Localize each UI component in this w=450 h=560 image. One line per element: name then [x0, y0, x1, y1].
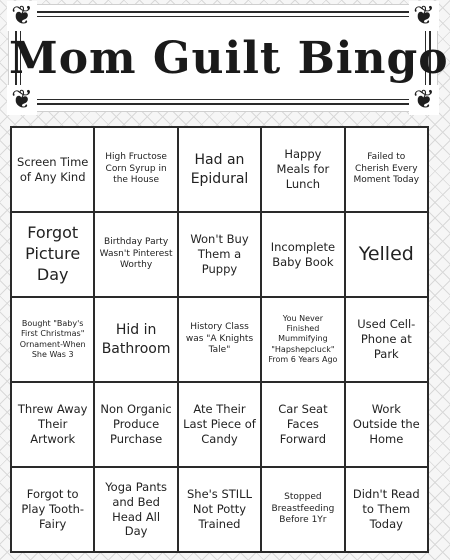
bingo-square[interactable]: [12, 213, 93, 296]
bingo-square-label: Failed to Cherish Every Moment Today: [353, 151, 420, 186]
bingo-square[interactable]: [346, 298, 427, 381]
scroll-flourish-icon: ❦: [7, 1, 37, 31]
bingo-square-label: Used Cell-Phone at Park: [357, 317, 416, 361]
bingo-square[interactable]: [12, 468, 93, 551]
bingo-square-label: Happy Meals for Lunch: [276, 147, 330, 191]
bingo-square[interactable]: [95, 383, 176, 466]
bingo-square-label: Won't Buy Them a Puppy: [190, 232, 249, 276]
bingo-square-label: Stopped Breastfeeding Before 1Yr: [271, 491, 335, 526]
bingo-square-label: Work Outside the Home: [352, 402, 420, 446]
bingo-square-label: Non Organic Produce Purchase: [100, 402, 172, 446]
bingo-square-label: Yoga Pants and Bed Head All Day: [105, 479, 167, 539]
bingo-square[interactable]: [95, 468, 176, 551]
bingo-square[interactable]: [12, 383, 93, 466]
bingo-square[interactable]: [262, 213, 343, 296]
bingo-square-label: Screen Time of Any Kind: [17, 154, 89, 184]
bingo-square-label: Forgot Picture Day: [25, 223, 81, 284]
bingo-square-label: Ate Their Last Piece of Candy: [183, 402, 256, 446]
bingo-square-label: High Fructose Corn Syrup in the House: [105, 151, 167, 186]
bingo-square-label: Threw Away Their Artwork: [17, 402, 88, 446]
bingo-square[interactable]: [262, 128, 343, 211]
bingo-square-label: Bought "Baby's First Christmas" Ornament-When She Was 3: [19, 318, 86, 359]
bingo-square-label: Birthday Party Wasn't Pinterest Worthy: [99, 236, 173, 271]
bingo-square[interactable]: [179, 468, 260, 551]
scroll-flourish-icon: ❦: [409, 1, 439, 31]
bingo-square[interactable]: [346, 383, 427, 466]
bingo-square-label: Forgot to Play Tooth-Fairy: [21, 487, 85, 531]
bingo-square-label: Yelled: [358, 243, 414, 266]
bingo-square[interactable]: [95, 213, 176, 296]
bingo-square[interactable]: [179, 383, 260, 466]
scroll-flourish-icon: ❦: [7, 85, 37, 115]
bingo-square[interactable]: [346, 128, 427, 211]
bingo-square[interactable]: [12, 298, 93, 381]
bingo-square-label: Hid in Bathroom: [101, 322, 171, 357]
bingo-square-label: Car Seat Faces Forward: [278, 402, 328, 446]
bingo-square[interactable]: [179, 298, 260, 381]
bingo-square[interactable]: [95, 128, 176, 211]
page-title: Mom Guilt Bingo: [9, 33, 449, 84]
bingo-square-label: You Never Finished Mummifying "Hapshepcluck" From 6 Years Ago: [268, 313, 338, 365]
bingo-square[interactable]: [346, 468, 427, 551]
bingo-square[interactable]: [262, 298, 343, 381]
bingo-grid: [10, 126, 429, 553]
bingo-square[interactable]: [95, 298, 176, 381]
bingo-square[interactable]: [12, 128, 93, 211]
bingo-square[interactable]: [262, 383, 343, 466]
bingo-square-label: History Class was "A Knights Tale": [185, 321, 254, 356]
bingo-square-label: She's STILL Not Potty Trained: [186, 487, 252, 531]
bingo-square-label: Incomplete Baby Book: [270, 239, 336, 269]
bingo-square[interactable]: [346, 213, 427, 296]
bingo-square-label: Didn't Read to Them Today: [352, 487, 420, 531]
bingo-square[interactable]: [179, 213, 260, 296]
title-banner: [8, 1, 449, 115]
scroll-flourish-icon: ❦: [409, 85, 439, 115]
bingo-square[interactable]: [262, 468, 343, 551]
bingo-square[interactable]: [179, 128, 260, 211]
bingo-square-label: Had an Epidural: [190, 152, 249, 187]
